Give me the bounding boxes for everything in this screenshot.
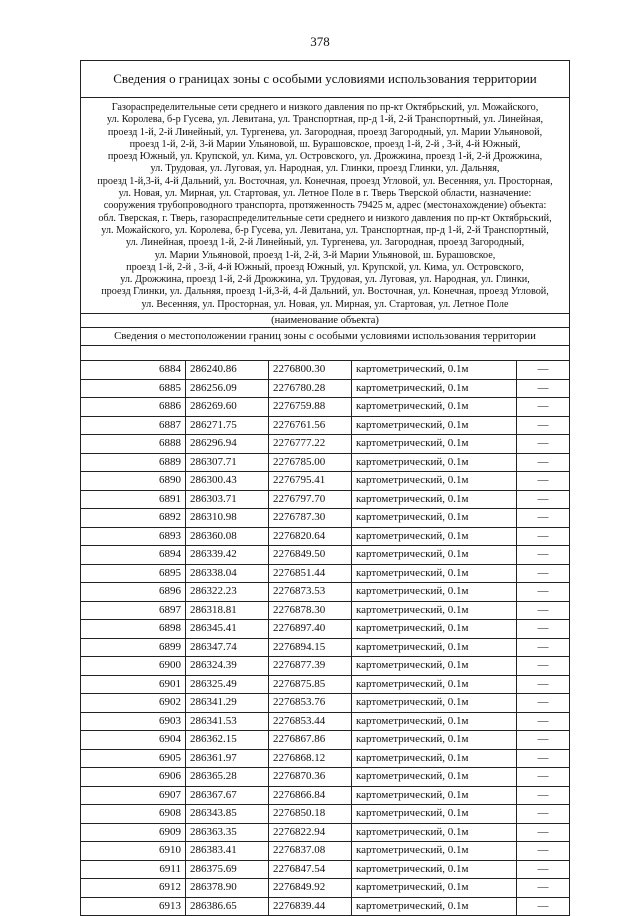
x-coordinate-cell: 286307.71 <box>186 453 269 472</box>
x-coordinate-cell: 286303.71 <box>186 490 269 509</box>
dash-cell: — <box>517 731 570 750</box>
x-coordinate-cell: 286339.42 <box>186 546 269 565</box>
object-description-line: проезд Глинки, ул. Дальняя, проезд 1-й,3-й, 4-й Дальний, ул. Восточная, ул. Конечная, проезд Угловой, <box>101 286 549 298</box>
method-cell: картометрический, 0.1м <box>352 731 517 750</box>
table-row <box>81 842 569 861</box>
table-row <box>81 527 569 546</box>
x-coordinate-cell: 286325.49 <box>186 675 269 694</box>
table-row <box>81 675 569 694</box>
dash-cell: — <box>517 453 570 472</box>
dash-cell: — <box>517 638 570 657</box>
object-description-line: проезд 1-й, 2-й , 3-й, 4-й Южный, проезд Южный, ул. Крупской, ул. Кима, ул. Островского, <box>126 261 524 273</box>
object-description-line: Газораспределительные сети среднего и низкого давления по пр-кт Октябрьский, ул. Можайского, <box>111 102 539 113</box>
y-coordinate-cell: 2276866.84 <box>269 786 352 805</box>
method-cell: картометрический, 0.1м <box>352 823 517 842</box>
point-number-cell: 6888 <box>81 435 186 454</box>
method-cell: картометрический, 0.1м <box>352 379 517 398</box>
x-coordinate-cell: 286300.43 <box>186 472 269 491</box>
method-cell: картометрический, 0.1м <box>352 638 517 657</box>
table-row <box>81 768 569 787</box>
dash-cell: — <box>517 416 570 435</box>
table-row <box>81 694 569 713</box>
x-coordinate-cell: 286345.41 <box>186 620 269 639</box>
method-cell: картометрический, 0.1м <box>352 490 517 509</box>
point-number-cell: 6912 <box>81 879 186 898</box>
dash-cell: — <box>517 564 570 583</box>
y-coordinate-cell: 2276820.64 <box>269 527 352 546</box>
method-cell: картометрический, 0.1м <box>352 472 517 491</box>
dash-cell: — <box>517 694 570 713</box>
point-number-cell: 6898 <box>81 620 186 639</box>
dash-cell: — <box>517 379 570 398</box>
table-row <box>81 657 569 676</box>
dash-cell: — <box>517 472 570 491</box>
dash-cell: — <box>517 398 570 417</box>
point-number-cell: 6884 <box>81 361 186 379</box>
table-row <box>81 398 569 417</box>
y-coordinate-cell: 2276787.30 <box>269 509 352 528</box>
table-row <box>81 601 569 620</box>
object-caption: (наименование объекта) <box>81 314 569 328</box>
point-number-cell: 6913 <box>81 897 186 915</box>
y-coordinate-cell: 2276870.36 <box>269 768 352 787</box>
method-cell: картометрический, 0.1м <box>352 620 517 639</box>
point-number-cell: 6905 <box>81 749 186 768</box>
table-row <box>81 879 569 898</box>
x-coordinate-cell: 286386.65 <box>186 897 269 915</box>
point-number-cell: 6895 <box>81 564 186 583</box>
method-cell: картометрический, 0.1м <box>352 435 517 454</box>
point-number-cell: 6890 <box>81 472 186 491</box>
y-coordinate-cell: 2276849.50 <box>269 546 352 565</box>
point-number-cell: 6894 <box>81 546 186 565</box>
point-number-cell: 6907 <box>81 786 186 805</box>
method-cell: картометрический, 0.1м <box>352 842 517 861</box>
x-coordinate-cell: 286338.04 <box>186 564 269 583</box>
method-cell: картометрический, 0.1м <box>352 453 517 472</box>
x-coordinate-cell: 286318.81 <box>186 601 269 620</box>
point-number-cell: 6904 <box>81 731 186 750</box>
method-cell: картометрический, 0.1м <box>352 546 517 565</box>
dash-cell: — <box>517 490 570 509</box>
table-row <box>81 583 569 602</box>
point-number-cell: 6885 <box>81 379 186 398</box>
table-row <box>81 731 569 750</box>
object-description-line: ул. Линейная, проезд 1-й, 2-й Линейный, ул. Тургенева, ул. Загородная, проезд Загородный, <box>125 237 525 249</box>
point-number-cell: 6911 <box>81 860 186 879</box>
object-description-line: проезд 1-й, 2-й Линейный, ул. Тургенева, ул. Загородная, проезд Загородный, ул. Марии Ульяновой, <box>107 126 543 138</box>
table-row <box>81 509 569 528</box>
dash-cell: — <box>517 879 570 898</box>
y-coordinate-cell: 2276878.30 <box>269 601 352 620</box>
x-coordinate-cell: 286296.94 <box>186 435 269 454</box>
point-number-cell: 6892 <box>81 509 186 528</box>
object-description-line: ул. Новая, ул. Мирная, ул. Стартовая, ул. Летное Поле в г. Тверь Тверской области, назначение: <box>118 188 532 200</box>
point-number-cell: 6908 <box>81 805 186 824</box>
x-coordinate-cell: 286256.09 <box>186 379 269 398</box>
table-row <box>81 490 569 509</box>
table-row <box>81 379 569 398</box>
table-row <box>81 620 569 639</box>
method-cell: картометрический, 0.1м <box>352 768 517 787</box>
method-cell: картометрический, 0.1м <box>352 361 517 379</box>
table-row <box>81 472 569 491</box>
method-cell: картометрический, 0.1м <box>352 786 517 805</box>
y-coordinate-cell: 2276849.92 <box>269 879 352 898</box>
x-coordinate-cell: 286375.69 <box>186 860 269 879</box>
zone-document-frame <box>80 60 570 916</box>
y-coordinate-cell: 2276847.54 <box>269 860 352 879</box>
x-coordinate-cell: 286341.29 <box>186 694 269 713</box>
method-cell: картометрический, 0.1м <box>352 860 517 879</box>
object-description-line: ул. Королева, б-р Гусева, ул. Левитана, ул. Транспортная, пр-д 1-й, 2-й Транспортный, ул. Линейная, <box>106 114 544 126</box>
table-row <box>81 805 569 824</box>
point-number-cell: 6897 <box>81 601 186 620</box>
x-coordinate-cell: 286271.75 <box>186 416 269 435</box>
coordinates-table <box>81 361 569 915</box>
method-cell: картометрический, 0.1м <box>352 712 517 731</box>
method-cell: картометрический, 0.1м <box>352 398 517 417</box>
object-description-line: ул. Дрожжина, проезд 1-й, 2-й Дрожжина, ул. Трудовая, ул. Луговая, ул. Народная, ул. Глинки, <box>120 274 530 286</box>
point-number-cell: 6906 <box>81 768 186 787</box>
point-number-cell: 6896 <box>81 583 186 602</box>
document-heading: Сведения о границах зоны с особыми условиями использования территории <box>81 61 569 98</box>
y-coordinate-cell: 2276868.12 <box>269 749 352 768</box>
object-description-line: обл. Тверская, г. Тверь, газораспределительные сети среднего и низкого давления по пр-кт Октябрьский, <box>98 212 552 224</box>
x-coordinate-cell: 286310.98 <box>186 509 269 528</box>
y-coordinate-cell: 2276759.88 <box>269 398 352 417</box>
method-cell: картометрический, 0.1м <box>352 694 517 713</box>
object-description-line: ул. Марии Ульяновой, проезд 1-й, 2-й, 3-й Марии Ульяновой, ш. Бурашовское, <box>154 249 496 261</box>
method-cell: картометрический, 0.1м <box>352 527 517 546</box>
method-cell: картометрический, 0.1м <box>352 583 517 602</box>
page-number: 378 <box>310 34 330 49</box>
object-description-line: ул. Весенняя, ул. Просторная, ул. Новая, ул. Мирная, ул. Стартовая, ул. Летное Поле <box>141 298 509 310</box>
dash-cell: — <box>517 527 570 546</box>
y-coordinate-cell: 2276837.08 <box>269 842 352 861</box>
x-coordinate-cell: 286383.41 <box>186 842 269 861</box>
method-cell: картометрический, 0.1м <box>352 509 517 528</box>
dash-cell: — <box>517 768 570 787</box>
method-cell: картометрический, 0.1м <box>352 657 517 676</box>
y-coordinate-cell: 2276777.22 <box>269 435 352 454</box>
point-number-cell: 6886 <box>81 398 186 417</box>
y-coordinate-cell: 2276877.39 <box>269 657 352 676</box>
point-number-cell: 6902 <box>81 694 186 713</box>
point-number-cell: 6909 <box>81 823 186 842</box>
table-row <box>81 749 569 768</box>
dash-cell: — <box>517 675 570 694</box>
method-cell: картометрический, 0.1м <box>352 675 517 694</box>
y-coordinate-cell: 2276839.44 <box>269 897 352 915</box>
object-description-line: проезд Южный, ул. Крупской, ул. Кима, ул. Островского, ул. Дрожжина, проезд 1-й, 2-й Дрожжина, <box>107 151 543 163</box>
object-description-line: проезд 1-й,3-й, 4-й Дальний, ул. Восточная, ул. Конечная, проезд Угловой, ул. Весенняя, ул. Просторная, <box>97 175 553 187</box>
y-coordinate-cell: 2276867.86 <box>269 731 352 750</box>
point-number-cell: 6893 <box>81 527 186 546</box>
object-description-line: ул. Трудовая, ул. Луговая, ул. Народная, ул. Глинки, проезд Глинки, ул. Дальняя, <box>150 163 500 175</box>
y-coordinate-cell: 2276873.53 <box>269 583 352 602</box>
y-coordinate-cell: 2276897.40 <box>269 620 352 639</box>
table-row <box>81 564 569 583</box>
dash-cell: — <box>517 805 570 824</box>
method-cell: картометрический, 0.1м <box>352 601 517 620</box>
point-number-cell: 6889 <box>81 453 186 472</box>
table-row <box>81 638 569 657</box>
y-coordinate-cell: 2276800.30 <box>269 361 352 379</box>
dash-cell: — <box>517 361 570 379</box>
point-number-cell: 6903 <box>81 712 186 731</box>
x-coordinate-cell: 286362.15 <box>186 731 269 750</box>
y-coordinate-cell: 2276875.85 <box>269 675 352 694</box>
table-header-blank-row <box>81 346 569 361</box>
table-row <box>81 712 569 731</box>
dash-cell: — <box>517 546 570 565</box>
table-row <box>81 416 569 435</box>
dash-cell: — <box>517 657 570 676</box>
object-description-line: ул. Можайского, ул. Королева, б-р Гусева, ул. Левитана, ул. Транспортная, пр-д 1-й, 2-й Транспортный, <box>101 224 549 236</box>
x-coordinate-cell: 286343.85 <box>186 805 269 824</box>
x-coordinate-cell: 286341.53 <box>186 712 269 731</box>
dash-cell: — <box>517 435 570 454</box>
table-row <box>81 435 569 454</box>
location-section-title: Сведения о местоположении границ зоны с особыми условиями использования территории <box>81 328 569 346</box>
table-row <box>81 786 569 805</box>
table-row <box>81 860 569 879</box>
x-coordinate-cell: 286361.97 <box>186 749 269 768</box>
x-coordinate-cell: 286322.23 <box>186 583 269 602</box>
x-coordinate-cell: 286240.86 <box>186 361 269 379</box>
table-row <box>81 897 569 915</box>
x-coordinate-cell: 286378.90 <box>186 879 269 898</box>
table-row <box>81 361 569 379</box>
method-cell: картометрический, 0.1м <box>352 749 517 768</box>
x-coordinate-cell: 286365.28 <box>186 768 269 787</box>
y-coordinate-cell: 2276853.44 <box>269 712 352 731</box>
y-coordinate-cell: 2276822.94 <box>269 823 352 842</box>
y-coordinate-cell: 2276797.70 <box>269 490 352 509</box>
y-coordinate-cell: 2276761.56 <box>269 416 352 435</box>
table-row <box>81 823 569 842</box>
dash-cell: — <box>517 749 570 768</box>
point-number-cell: 6899 <box>81 638 186 657</box>
dash-cell: — <box>517 620 570 639</box>
dash-cell: — <box>537 899 549 912</box>
x-coordinate-cell: 286367.67 <box>186 786 269 805</box>
y-coordinate-cell: 2276795.41 <box>269 472 352 491</box>
dash-cell: — <box>517 583 570 602</box>
method-cell: картометрический, 0.1м <box>352 879 517 898</box>
method-cell: картометрический, 0.1м <box>352 416 517 435</box>
dash-cell: — <box>517 786 570 805</box>
dash-cell: — <box>517 712 570 731</box>
x-coordinate-cell: 286347.74 <box>186 638 269 657</box>
method-cell: картометрический, 0.1м <box>352 564 517 583</box>
object-description <box>81 98 569 314</box>
y-coordinate-cell: 2276780.28 <box>269 379 352 398</box>
method-cell: картометрический, 0.1м <box>352 805 517 824</box>
x-coordinate-cell: 286324.39 <box>186 657 269 676</box>
y-coordinate-cell: 2276851.44 <box>269 564 352 583</box>
table-row <box>81 453 569 472</box>
x-coordinate-cell: 286363.35 <box>186 823 269 842</box>
object-description-line: сооружения трубопроводного транспорта, протяженность 79425 м, адрес (местонахождение) объекта: <box>103 200 547 212</box>
point-number-cell: 6891 <box>81 490 186 509</box>
x-coordinate-cell: 286269.60 <box>186 398 269 417</box>
method-cell: картометрический, 0.1м <box>352 897 517 915</box>
point-number-cell: 6887 <box>81 416 186 435</box>
object-description-line: проезд 1-й, 2-й, 3-й Марии Ульяновой, ш. Бурашовское, проезд 1-й, 2-й , 3-й, 4-й Южный, <box>129 138 521 150</box>
dash-cell: — <box>517 823 570 842</box>
y-coordinate-cell: 2276853.76 <box>269 694 352 713</box>
point-number-cell: 6901 <box>81 675 186 694</box>
y-coordinate-cell: 2276894.15 <box>269 638 352 657</box>
table-row <box>81 546 569 565</box>
dash-cell: — <box>517 509 570 528</box>
point-number-cell: 6910 <box>81 842 186 861</box>
y-coordinate-cell: 2276850.18 <box>269 805 352 824</box>
point-number-cell: 6900 <box>81 657 186 676</box>
dash-cell: — <box>517 842 570 861</box>
dash-cell: — <box>517 601 570 620</box>
x-coordinate-cell: 286360.08 <box>186 527 269 546</box>
dash-cell: — <box>517 860 570 879</box>
y-coordinate-cell: 2276785.00 <box>269 453 352 472</box>
